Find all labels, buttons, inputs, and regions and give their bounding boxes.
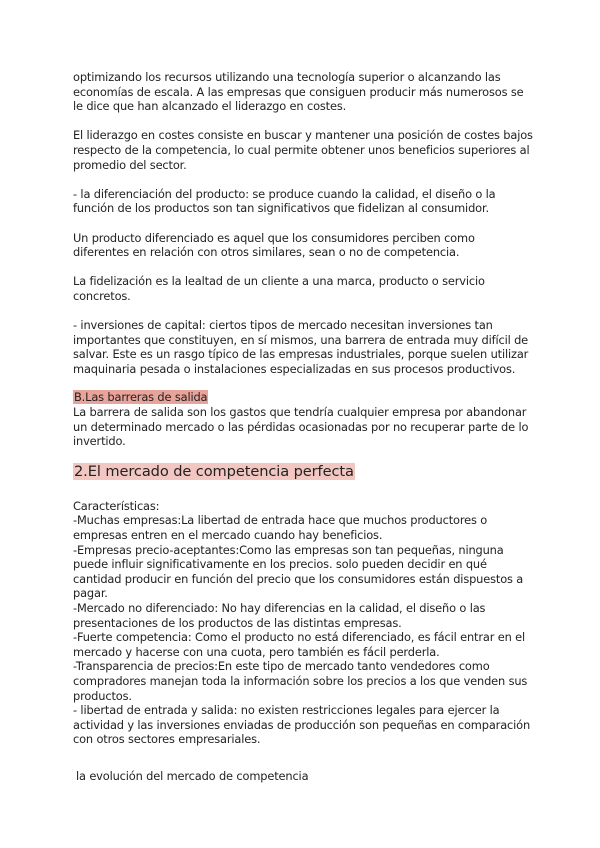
characteristic-item: - libertad de entrada y salida: no existen restricciones legales para ejercer la actividad y las inversiones enviadas de producción son pequeñas en comparación con otros sectores empresariales. <box>73 703 531 747</box>
characteristic-item: -Muchas empresas:La libertad de entrada hace que muchos productores o empresas entren en el mercado cuando hay beneficios. <box>73 513 488 543</box>
section-b-title <box>73 390 533 405</box>
characteristic-item: -Fuerte competencia: Como el producto no está diferenciado, es fácil entrar en el mercado y hacerse con una cuota, pero también es fácil perderla. <box>73 630 526 659</box>
paragraph-loyalty: La fidelización es la lealtad de un cliente a una marca, producto o servicio concretos. <box>73 274 485 303</box>
evolution-heading-line: la evolución del mercado de competencia <box>76 768 309 783</box>
paragraph-product-differentiation: - la diferenciación del producto: se produce cuando la calidad, el diseño o la función de los productos son tan significativos que fidelizan al consumidor. <box>73 186 496 216</box>
paragraph-capital-investment: - inversiones de capital: ciertos tipos de mercado necesitan inversiones tan importantes que constituyen, en sí mismos, una barrera de entrada muy difícil de salvar. Este es un rasgo típico de las empresas industriales, porque suelen utilizar maquinaria pesada o instalaciones especializadas en sus procesos productivos. <box>73 318 529 376</box>
paragraph-costs-leadership-intro: optimizando los recursos utilizando una tecnología superior o alcanzando las economías de escala. A las empresas que consiguen producir más numerosos se le dice que han alcanzado el liderazgo en costes. <box>73 70 524 114</box>
characteristic-item: -Mercado no diferenciado: No hay diferencias en la calidad, el diseño o las presentaciones de los productos de las distintas empresas. <box>73 601 486 630</box>
characteristics-label: Características: <box>73 498 160 513</box>
section-2-heading-text: 2.El mercado de competencia perfecta <box>74 462 354 480</box>
document-body <box>73 70 533 784</box>
paragraph-differentiated-product: Un producto diferenciado es aquel que los consumidores perciben como diferentes en relación con otros similares, sean o no de competencia. <box>73 230 475 260</box>
characteristic-item: -Transparencia de precios:En este tipo de mercado tanto vendedores como compradores manejan toda la información sobre los precios a los que venden sus productos. <box>73 659 528 703</box>
paragraph-costs-leadership-definition: El liderazgo en costes consiste en buscar y mantener una posición de costes bajos respecto de la competencia, lo cual permite obtener unos beneficios superiores al promedio del sector. <box>73 128 533 172</box>
section-2-heading <box>73 463 533 481</box>
section-b-text: La barrera de salida son los gastos que tendría cualquier empresa por abandonar un determinado mercado o las pérdidas ocasionadas por no recuperar parte de lo invertido. <box>73 405 529 449</box>
characteristic-item: -Empresas precio-aceptantes:Como las empresas son tan pequeñas, ninguna puede influir significativamente en los precios. solo pueden decidir en qué cantidad producir en función del precio que los consumidores están dispuestos a pagar. <box>73 542 524 601</box>
section-b-title-highlight: B.Las barreras de salida <box>74 390 208 405</box>
